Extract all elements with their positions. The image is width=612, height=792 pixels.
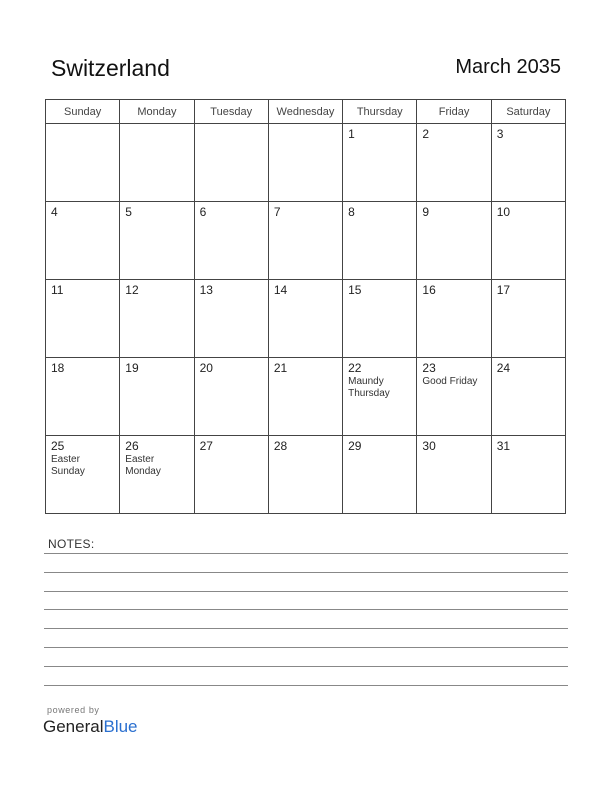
day-number: 15 bbox=[348, 283, 362, 297]
weekday-header-row bbox=[46, 100, 566, 124]
day-number: 22 bbox=[348, 361, 362, 375]
day-cell bbox=[268, 202, 342, 280]
day-number: 14 bbox=[273, 283, 288, 297]
day-cell bbox=[268, 124, 342, 202]
day-number: 7 bbox=[273, 205, 281, 219]
note-line bbox=[44, 628, 568, 629]
week-row bbox=[46, 358, 566, 436]
day-cell bbox=[46, 202, 120, 280]
weekday-wednesday: Wednesday bbox=[268, 100, 342, 124]
day-number: 8 bbox=[348, 205, 355, 219]
day-cell bbox=[194, 124, 268, 202]
day-number: 4 bbox=[51, 205, 58, 219]
calendar-grid bbox=[45, 99, 566, 514]
day-cell bbox=[268, 436, 342, 514]
day-cell bbox=[417, 436, 491, 514]
day-cell bbox=[120, 124, 194, 202]
day-cell bbox=[343, 436, 417, 514]
day-cell bbox=[491, 280, 565, 358]
month-year-title: March 2035 bbox=[455, 56, 561, 78]
weekday-saturday: Saturday bbox=[491, 100, 565, 124]
note-line bbox=[44, 572, 568, 573]
day-cell bbox=[46, 280, 120, 358]
day-cell bbox=[46, 124, 120, 202]
day-number: 17 bbox=[496, 283, 511, 297]
weekday-sunday: Sunday bbox=[46, 100, 120, 124]
day-cell bbox=[417, 202, 491, 280]
week-row bbox=[46, 280, 566, 358]
day-cell bbox=[120, 280, 194, 358]
holiday-label: Sunday bbox=[51, 466, 85, 477]
day-number: 13 bbox=[199, 283, 213, 297]
day-cell bbox=[120, 358, 194, 436]
day-number: 28 bbox=[273, 439, 288, 453]
brand-blue: Blue bbox=[103, 717, 138, 736]
day-cell bbox=[268, 280, 342, 358]
day-number: 20 bbox=[199, 361, 213, 375]
note-line bbox=[44, 685, 568, 686]
weekday-friday: Friday bbox=[417, 100, 491, 124]
holiday-label: Monday bbox=[125, 466, 161, 477]
day-cell bbox=[194, 436, 268, 514]
day-number: 1 bbox=[348, 127, 355, 141]
powered-by-text: powered by bbox=[47, 705, 100, 715]
holiday-label: Easter bbox=[51, 454, 80, 465]
day-number: 24 bbox=[496, 361, 511, 375]
note-line bbox=[44, 591, 568, 592]
day-number: 31 bbox=[496, 439, 511, 453]
day-cell bbox=[491, 124, 565, 202]
day-cell bbox=[46, 436, 120, 514]
holiday-label: Good Friday bbox=[422, 376, 478, 387]
day-cell bbox=[120, 436, 194, 514]
note-line bbox=[44, 647, 568, 648]
day-cell bbox=[343, 358, 417, 436]
brand-general: General bbox=[43, 717, 104, 736]
week-row bbox=[46, 436, 566, 514]
generalblue-logo bbox=[43, 717, 138, 737]
day-cell bbox=[194, 280, 268, 358]
note-line bbox=[44, 553, 568, 554]
day-number: 3 bbox=[496, 127, 504, 141]
holiday-label: Easter bbox=[125, 454, 155, 465]
note-line bbox=[44, 666, 568, 667]
week-row bbox=[46, 202, 566, 280]
weekday-monday: Monday bbox=[120, 100, 194, 124]
day-number: 9 bbox=[422, 205, 430, 219]
day-number: 23 bbox=[422, 361, 436, 375]
holiday-label: Maundy bbox=[348, 376, 384, 387]
day-cell bbox=[417, 280, 491, 358]
day-cell bbox=[268, 358, 342, 436]
weekday-thursday: Thursday bbox=[343, 100, 417, 124]
day-cell bbox=[343, 280, 417, 358]
country-title: Switzerland bbox=[51, 55, 170, 81]
day-number: 27 bbox=[199, 439, 213, 453]
day-number: 5 bbox=[125, 205, 132, 219]
day-number: 25 bbox=[51, 439, 65, 453]
weekday-tuesday: Tuesday bbox=[194, 100, 268, 124]
day-number: 21 bbox=[273, 361, 288, 375]
day-number: 10 bbox=[496, 205, 511, 219]
day-cell bbox=[417, 124, 491, 202]
day-number: 11 bbox=[51, 283, 64, 297]
day-number: 12 bbox=[125, 283, 139, 297]
day-cell bbox=[343, 124, 417, 202]
day-number: 16 bbox=[422, 283, 436, 297]
day-number: 26 bbox=[125, 439, 139, 453]
day-cell bbox=[120, 202, 194, 280]
week-row bbox=[46, 124, 566, 202]
day-cell bbox=[491, 358, 565, 436]
day-number: 2 bbox=[422, 127, 430, 141]
day-cell bbox=[417, 358, 491, 436]
note-line bbox=[44, 609, 568, 610]
day-cell bbox=[491, 202, 565, 280]
notes-label: NOTES: bbox=[48, 537, 95, 551]
day-number: 29 bbox=[348, 439, 362, 453]
day-number: 18 bbox=[51, 361, 65, 375]
day-cell bbox=[491, 436, 565, 514]
day-cell bbox=[194, 358, 268, 436]
day-cell bbox=[343, 202, 417, 280]
day-cell bbox=[46, 358, 120, 436]
day-number: 30 bbox=[422, 439, 436, 453]
holiday-label: Thursday bbox=[348, 388, 390, 399]
day-number: 19 bbox=[125, 361, 139, 375]
day-number: 6 bbox=[199, 205, 207, 219]
day-cell bbox=[194, 202, 268, 280]
